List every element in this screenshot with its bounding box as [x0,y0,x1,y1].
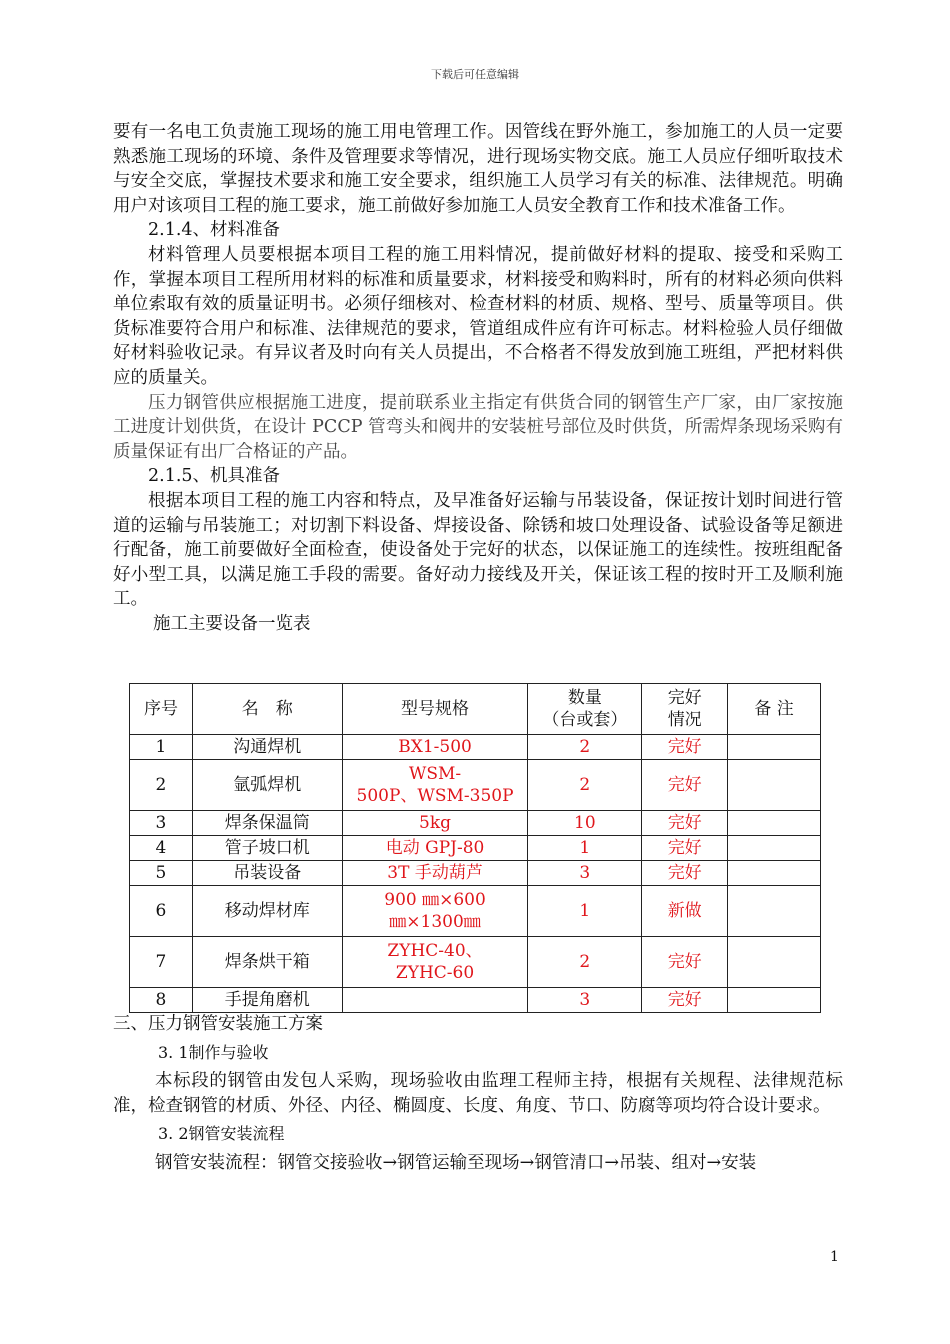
heading-2-1-5: 2.1.5、机具准备 [148,466,281,487]
cell-remark [728,811,821,836]
cell-name: 手提角磨机 [192,988,342,1013]
cell-remark [728,836,821,861]
cell-model [342,886,528,937]
cell-no: 5 [130,861,193,886]
cell-model [342,937,528,988]
cell-no: 7 [130,937,193,988]
paragraph-3-2: 钢管安装流程：钢管交接验收→钢管运输至现场→钢管清口→吊装、组对→安装 [155,1152,757,1173]
cell-name: 焊条烘干箱 [192,937,342,988]
cell-status: 完好 [642,811,728,836]
cell-qty: 1 [528,836,642,861]
header-name: 名 称 [192,684,342,735]
cell-name: 移动焊材库 [192,886,342,937]
cell-model-line1: ZYHC-40、 [387,941,483,961]
cell-qty: 2 [528,937,642,988]
cell-no: 4 [130,836,193,861]
cell-name: 焊条保温筒 [192,811,342,836]
cell-model [342,760,528,811]
table-row [130,861,821,886]
paragraph-3-1: 本标段的钢管由发包人采购，现场验收由监理工程师主持，根据有关规程、法律规范标准，检查钢管的材质、外径、内径、椭圆度、长度、角度、节口、防腐等项均符合设计要求。 [113,1071,843,1116]
cell-remark [728,988,821,1013]
cell-model [342,836,528,861]
table-header-row [130,684,821,735]
cell-no: 1 [130,735,193,760]
body-bottom [113,1012,843,1176]
table-row [130,988,821,1013]
table-row [130,811,821,836]
header-model: 型号规格 [342,684,528,735]
table-row [130,836,821,861]
table-row [130,937,821,988]
cell-status: 完好 [642,735,728,760]
page-header: 下载后可任意编辑 [431,68,519,81]
cell-name: 吊装设备 [192,861,342,886]
cell-remark [728,937,821,988]
cell-model [342,861,528,886]
cell-status: 完好 [642,937,728,988]
cell-model-line2: ZYHC-60 [395,963,475,983]
cell-model-line1: 5kg [419,813,452,833]
header-qty-line1: 数量 [567,688,602,708]
cell-status: 完好 [642,836,728,861]
header-qty [528,684,642,735]
table-row [130,760,821,811]
table-row [130,735,821,760]
cell-model-line2: 500P、WSM-350P [356,786,514,806]
cell-model [342,811,528,836]
cell-remark [728,735,821,760]
cell-name: 氩弧焊机 [192,760,342,811]
page-number: 1 [830,1249,839,1265]
heading-section-3: 三、压力钢管安装施工方案 [113,1014,323,1034]
cell-status: 新做 [642,886,728,937]
cell-qty: 1 [528,886,642,937]
paragraph-material: 材料管理人员要根据本项目工程的施工用料情况，提前做好材料的提取、接受和采购工作，掌握本项目工程所用材料的标准和质量要求，材料接受和购料时，所有的材料必须向供料单位索取有效的质量证明书。必须仔细核对、检查材料的材质、规格、型号、质量等项目。供货标准要符合用户和标准、法律规范的要求，管道组成件应有许可标志。材料检验人员仔细做好材料验收记录。有异议者及时向有关人员提出，不合格者不得发放到施工班组，严把材料供应的质量关。 [113,244,843,388]
heading-3-2: 3. 2钢管安装流程 [158,1124,285,1144]
cell-remark [728,886,821,937]
header-status-line2: 情况 [667,710,702,730]
cell-model-line1: 3T 手动葫芦 [387,863,483,883]
cell-model-line1: WSM- [408,764,462,784]
cell-model-line1: 电动 GPJ-80 [385,838,485,858]
cell-qty: 2 [528,735,642,760]
cell-no: 6 [130,886,193,937]
body-top [113,120,843,636]
cell-model-line1: 900 ㎜×600 [384,890,486,910]
header-status [642,684,728,735]
cell-qty: 3 [528,861,642,886]
cell-name: 管子坡口机 [192,836,342,861]
cell-model [342,988,528,1013]
heading-2-1-4: 2.1.4、材料准备 [148,220,281,241]
cell-status: 完好 [642,760,728,811]
cell-remark [728,760,821,811]
cell-no: 2 [130,760,193,811]
paragraph-tools: 根据本项目工程的施工内容和特点，及早准备好运输与吊装设备，保证按计划时间进行管道的运输与吊装施工；对切割下料设备、焊接设备、除锈和坡口处理设备、试验设备等足额进行配备，施工前要做好全面检查，使设备处于完好的状态，以保证施工的连续性。按班组配备好小型工具，以满足施工手段的需要。备好动力接线及开关，保证该工程的按时开工及顺利施工。 [113,490,843,610]
cell-model-line1: BX1-500 [398,737,472,757]
header-remark: 备 注 [728,684,821,735]
cell-status: 完好 [642,988,728,1013]
cell-no: 8 [130,988,193,1013]
heading-3-1: 3. 1制作与验收 [158,1042,269,1062]
header-qty-line2: （台或套） [542,710,628,730]
cell-name: 沟通焊机 [192,735,342,760]
cell-model [342,735,528,760]
cell-qty: 10 [528,811,642,836]
cell-remark [728,861,821,886]
table-caption: 施工主要设备一览表 [153,613,311,634]
table-row [130,886,821,937]
cell-qty: 3 [528,988,642,1013]
cell-no: 3 [130,811,193,836]
cell-model-line2: ㎜×1300㎜ [389,912,481,932]
equipment-table [129,683,821,1013]
cell-qty: 2 [528,760,642,811]
header-no: 序号 [130,684,193,735]
header-status-line1: 完好 [667,688,702,708]
cell-status: 完好 [642,861,728,886]
paragraph-pipe-supply: 压力钢管供应根据施工进度，提前联系业主指定有供货合同的钢管生产厂家，由厂家按施工进度计划供货，在设计 PCCP 管弯头和阀井的安装桩号部位及时供货，所需焊条现场采购有质量保证有出厂合格证的产品。 [113,392,843,462]
paragraph-safety: 要有一名电工负责施工现场的施工用电管理工作。因管线在野外施工，参加施工的人员一定要熟悉施工现场的环境、条件及管理要求等情况，进行现场实物交底。施工人员应仔细听取技术与安全交底，掌握技术要求和施工安全要求，组织施工人员学习有关的标准、法律规范。明确用户对该项目工程的施工要求，施工前做好参加施工人员安全教育工作和技术准备工作。 [113,122,843,216]
